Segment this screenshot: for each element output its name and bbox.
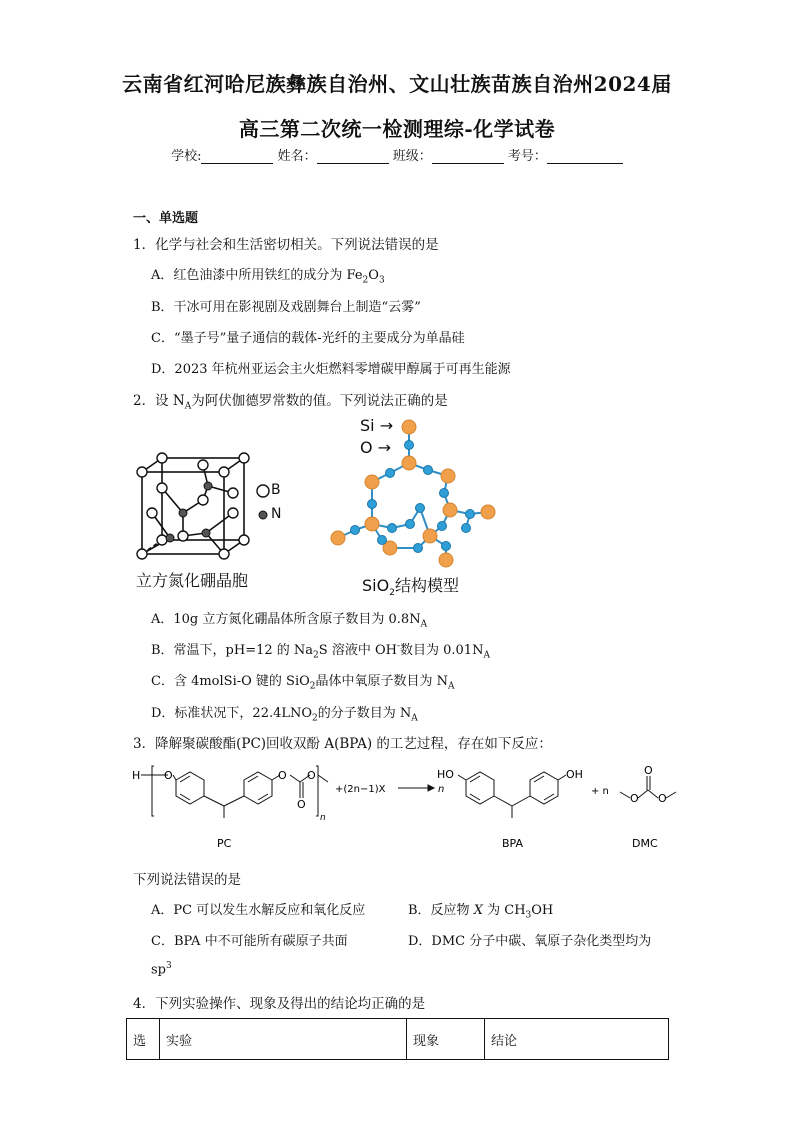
- pc-o-label-2: O: [278, 769, 287, 782]
- q1-option-d: D．2023 年杭州亚运会主火炬燃料零增碳甲醇属于可再生能源: [151, 362, 511, 377]
- student-info-row: [0, 145, 794, 164]
- sio2-structure-diagram: [320, 418, 510, 578]
- q3-lead: 下列说法错误的是: [133, 872, 241, 888]
- title-line-2: 高三第二次统一检测理综-化学试卷: [238, 117, 556, 141]
- sio2-caption: SiO$_2$结构模型: [362, 576, 459, 599]
- q2-option-d: D．标准状况下，$22.4LNO_2$的分子数目为 $N_A$: [151, 706, 418, 724]
- pc-h-label: H: [132, 769, 141, 782]
- q3-option-d-continued: $sp^3$: [151, 961, 172, 978]
- header-phenomenon: 现象: [407, 1019, 485, 1060]
- dmc-o-label-1: O: [630, 792, 639, 805]
- header-conclusion: 结论: [485, 1019, 669, 1060]
- exam-no-blank[interactable]: [547, 149, 623, 164]
- pc-o-label-4: O: [297, 798, 306, 811]
- q3-stem: 3．降解聚碳酸酯(PC)回收双酚 A(BPA) 的工艺过程，存在如下反应：: [133, 736, 552, 752]
- exam-no-label: 考号：: [507, 149, 547, 164]
- header-option: 选: [127, 1019, 160, 1060]
- title-line-1: 云南省红河哈尼族彝族自治州、文山壮族苗族自治州2024届: [122, 72, 672, 96]
- header-experiment: 实验: [160, 1019, 407, 1060]
- cubic-bn-cell-diagram: [128, 448, 318, 568]
- q1-option-c: C．“墨子号”量子通信的载体-光纤的主要成分为单晶硅: [151, 331, 465, 346]
- q3-option-a: A．PC 可以发生水解反应和氧化反应: [151, 903, 366, 918]
- q1-stem: 1．化学与社会和生活密切相关。下列说法错误的是: [133, 237, 439, 253]
- school-blank[interactable]: [201, 149, 273, 164]
- dmc-o-label-2: O: [658, 792, 667, 805]
- dmc-o-label-3: O: [644, 764, 653, 777]
- class-label: 班级：: [392, 149, 432, 164]
- name-label: 姓名：: [277, 149, 317, 164]
- pc-label: PC: [217, 837, 232, 850]
- class-blank[interactable]: [432, 149, 504, 164]
- dmc-label: DMC: [632, 837, 658, 850]
- reagent-label: +(2n−1)X: [335, 784, 386, 795]
- o-label: O →: [360, 438, 392, 457]
- pc-o-label-3: O: [307, 769, 316, 782]
- table-header-row: [127, 1019, 669, 1060]
- q3-option-b: B．反应物 X 为 $CH_3OH$: [408, 903, 554, 921]
- q3-option-c: C．BPA 中不可能所有碳原子共面: [151, 934, 348, 949]
- q2-option-c: C．含 4molSi-O 键的 SiO$_2$晶体中氧原子数目为 $N_A$: [151, 674, 455, 692]
- pc-reaction-scheme: [128, 762, 693, 862]
- section-heading: 一、单选题: [133, 211, 199, 226]
- q1-option-a: A．红色油漆中所用铁红的成分为 $Fe_2O_3$: [151, 268, 385, 286]
- bpa-oh-label: OH: [566, 768, 583, 781]
- q2-option-b: B．常温下，pH=12 的 $Na_2S$ 溶液中 OH-数目为 $0.01N_A$: [151, 641, 490, 661]
- q4-table: [126, 1018, 669, 1060]
- school-label: 学校:: [171, 149, 202, 164]
- legend-b: B: [271, 482, 281, 498]
- name-blank[interactable]: [317, 149, 389, 164]
- pc-n-subscript: n: [320, 813, 326, 823]
- bpa-label: BPA: [502, 837, 524, 850]
- si-label: Si →: [360, 416, 394, 435]
- q2-option-a: A．10g 立方氮化硼晶体所含原子数目为 $0.8N_A$: [151, 612, 428, 630]
- pc-o-label-1: O: [164, 769, 173, 782]
- q3-option-d: D．DMC 分子中碳、氧原子杂化类型均为: [408, 934, 652, 949]
- arrow-n-label: n: [438, 784, 445, 795]
- q4-stem: 4．下列实验操作、现象及得出的结论均正确的是: [133, 996, 426, 1012]
- cubic-bn-caption: 立方氮化硼晶胞: [136, 571, 249, 590]
- legend-n: N: [271, 506, 282, 522]
- q2-stem: 2．设 $N_A$为阿伏伽德罗常数的值。下列说法正确的是: [133, 393, 448, 412]
- q1-option-b: B．干冰可用在影视剧及戏剧舞台上制造“云雾”: [151, 300, 421, 315]
- dmc-plus-n-label: + n: [591, 786, 609, 797]
- bpa-ho-label: HO: [437, 768, 454, 781]
